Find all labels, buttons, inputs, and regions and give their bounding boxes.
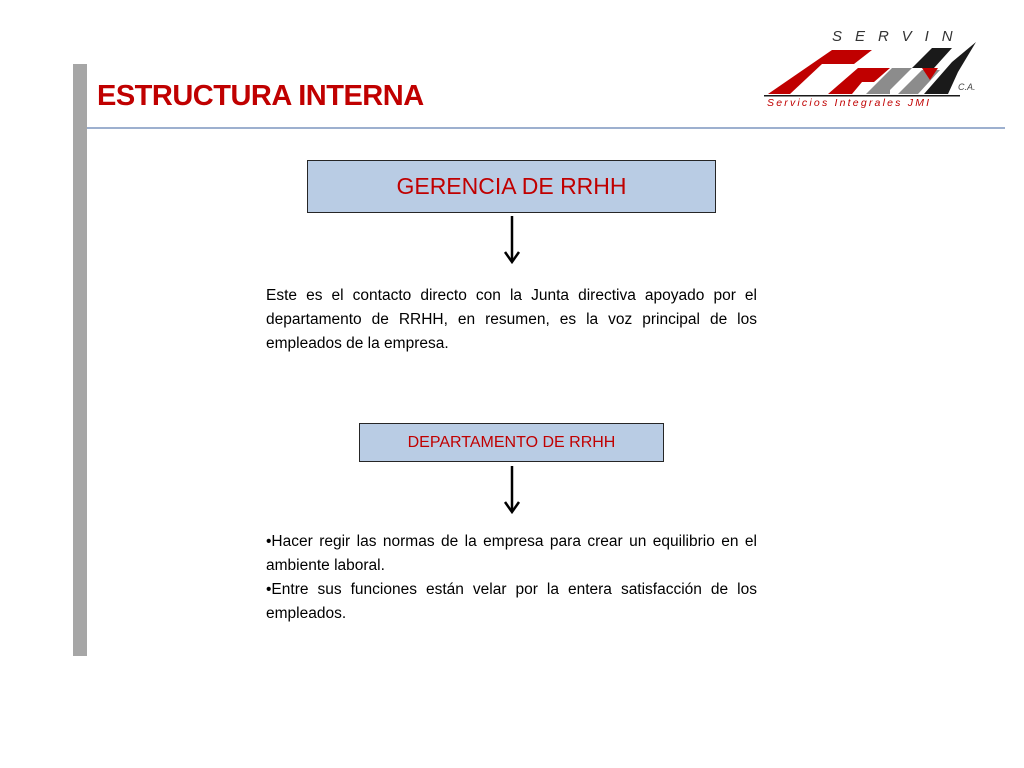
list-item: •Hacer regir las normas de la empresa para crear un equilibrio en el ambiente laboral.	[266, 533, 757, 574]
slide-title: ESTRUCTURA INTERNA	[97, 80, 424, 112]
departamento-functions-list	[266, 530, 757, 626]
gerencia-description: Este es el contacto directo con la Junta directiva apoyado por el departamento de RRHH, en resumen, es la voz principal de los empleados de la empresa.	[266, 287, 757, 352]
list-item: •Entre sus funciones están velar por la entera satisfacción de los empleados.	[266, 581, 757, 622]
logo-wordmark: SERVIN	[832, 28, 966, 45]
logo-tagline: Servicios Integrales JMI	[767, 97, 932, 109]
title-underline	[87, 127, 1005, 129]
departamento-box	[359, 423, 664, 462]
down-arrow-icon	[502, 216, 522, 266]
company-logo	[762, 28, 984, 120]
side-accent-bar	[73, 64, 87, 656]
departamento-box-label: DEPARTAMENTO DE RRHH	[407, 433, 616, 451]
gerencia-box-label: GERENCIA DE RRHH	[396, 173, 627, 199]
logo-suffix: C.A.	[958, 82, 976, 92]
down-arrow-icon	[502, 466, 522, 516]
gerencia-box	[307, 160, 716, 213]
